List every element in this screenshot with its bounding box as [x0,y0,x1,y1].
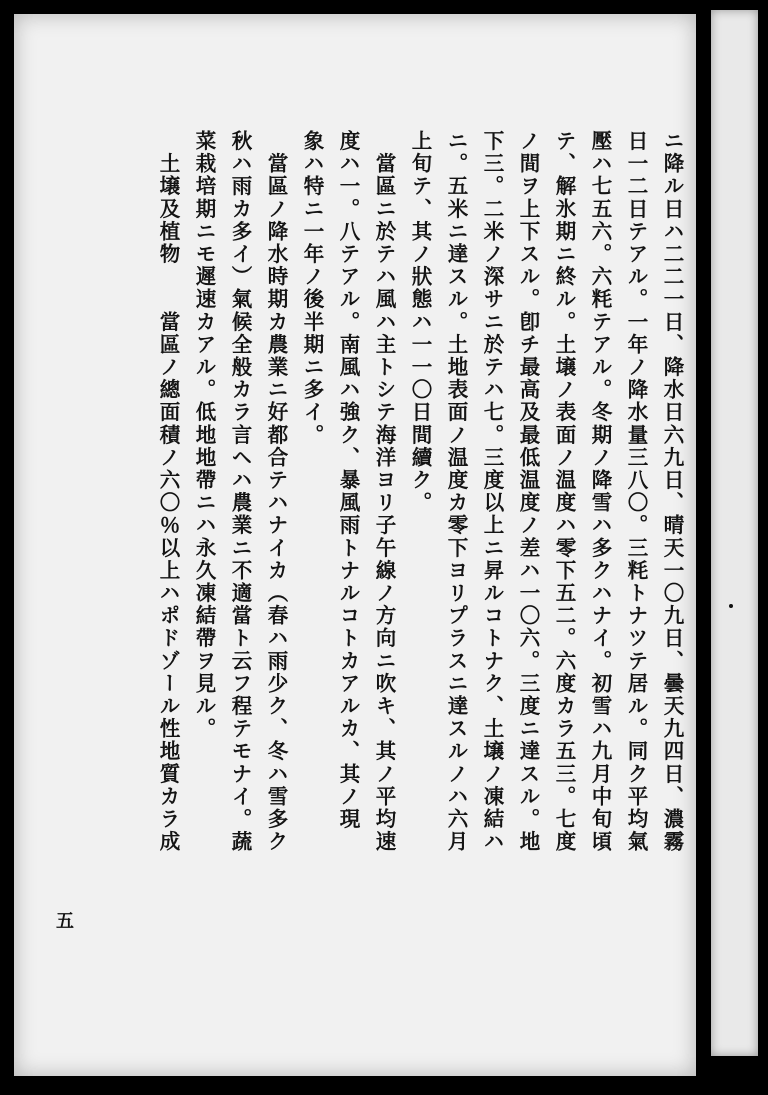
text-column-4: テ、解氷期ニ終ル。土壌ノ表面ノ温度ハ零下五二。六度カラ五三。七度 [552,130,576,854]
page-number: 五 [56,911,74,932]
ink-speck [729,604,733,608]
text-column-2: 日一二日テアル。一年ノ降水量三八〇。三粍トナツテ居ル。同ク平均氣 [624,130,648,854]
text-column-11: 象ハ特ニ一年ノ後半期ニ多イ。 [300,130,324,447]
book-page [14,14,696,1076]
text-column-15: 土壌及植物 當區ノ總面積ノ六〇％以上ハポドゾール性地質カラ成 [156,130,180,854]
text-column-5: ノ間ヲ上下スル。卽チ最高及最低温度ノ差ハ一〇六。三度ニ達スル。地 [516,130,540,854]
text-column-8: 上旬テ、其ノ狀態ハ一一〇日間續ク。 [408,130,432,515]
text-column-13: 秋ハ雨カ多イ）氣候全般カラ言ヘハ農業ニ不適當ト云フ程テモナイ。蔬 [228,130,252,854]
text-column-3: 壓ハ七五六。六粍テアル。冬期ノ降雪ハ多クハナイ。初雪ハ九月中旬頃 [588,130,612,854]
text-column-9: 當區ニ於テハ風ハ主トシテ海洋ヨリ子午線ノ方向ニ吹キ、其ノ平均速 [372,130,396,854]
text-column-14: 菜栽培期ニモ遲速カアル。低地地帶ニハ永久凍結帶ヲ見ル。 [192,130,216,741]
book-spine [697,0,711,1095]
text-column-1: ニ降ル日ハ二二一日、降水日六九日、晴天一〇九日、曇天九四日、濃霧 [660,130,684,854]
text-column-7: ニ。五米ニ達スル。土地表面ノ温度カ零下ヨリプラスニ達スルノハ六月 [444,130,468,854]
text-column-6: 下三。二米ノ深サニ於テハ七。三度以上ニ昇ルコトナク、土壌ノ凍結ハ [480,130,504,854]
text-column-12: 當區ノ降水時期カ農業ニ好都合テハナイカ（春ハ雨少ク、冬ハ雪多ク [264,130,288,854]
text-column-10: 度ハ一。八テアル。南風ハ強ク、暴風雨トナルコトカアルカ、其ノ現 [336,130,360,831]
page-edge [711,10,758,1056]
